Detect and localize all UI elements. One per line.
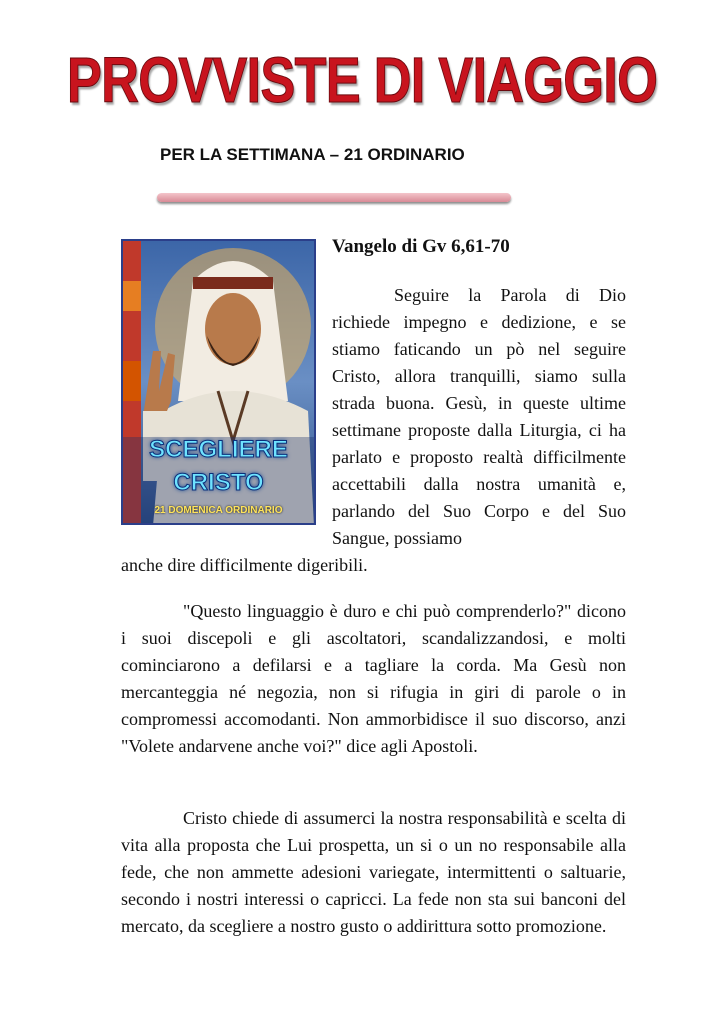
image-caption-line2: CRISTO	[173, 469, 264, 496]
paragraph-3: Cristo chiede di assumerci la nostra responsabilità e scelta di vita alla proposta che Lui prospetta, un si o un no responsabile alla fede, che non ammette adesioni variegate, intermittenti o saltuarie, secondo i nostri interessi o capricci. La fede non sta sui banconi del mercato, da scegliere a nostro gusto o addirittura sotto promozione.	[121, 808, 626, 936]
paragraph-1-continuation: anche dire difficilmente digeribili.	[121, 555, 368, 575]
gospel-reference: Vangelo di Gv 6,61-70	[332, 236, 510, 257]
paragraph-1: Seguire la Parola di Dio richiede impegno e dedizione, e se stiamo faticando un pò nel seguire Cristo, allora tranquilli, siamo sulla strada buona. Gesù, in queste ultime settimane proposte dalla Liturgia, ci ha parlato e proposto realtà difficilmente accettabili dalla nostra umanità e, parlando del Suo Corpo e del Suo Sangue, possiamo	[332, 285, 626, 548]
page-title: PROVVISTE DI VIAGGIO	[66, 44, 658, 116]
christ-illustration	[121, 239, 316, 525]
paragraph-2: "Questo linguaggio è duro e chi può comprenderlo?" dicono i suoi discepoli e gli ascoltatori, scandalizzandosi, e molti cominciarono a defilarsi e a tagliare la corda. Ma Gesù non mercanteggia né negozia, non si rifugia in giri di parole o in compromessi accomodanti. Non ammorbidisce il suo discorso, anzi "Volete andarvene anche voi?" dice agli Apostoli.	[121, 601, 626, 756]
decorative-divider	[157, 193, 511, 202]
image-caption-line3: 21 DOMENICA ORDINARIO	[154, 505, 283, 516]
image-caption-line1: SCEGLIERE	[149, 436, 288, 463]
page-subtitle: PER LA SETTIMANA – 21 ORDINARIO	[160, 145, 465, 164]
